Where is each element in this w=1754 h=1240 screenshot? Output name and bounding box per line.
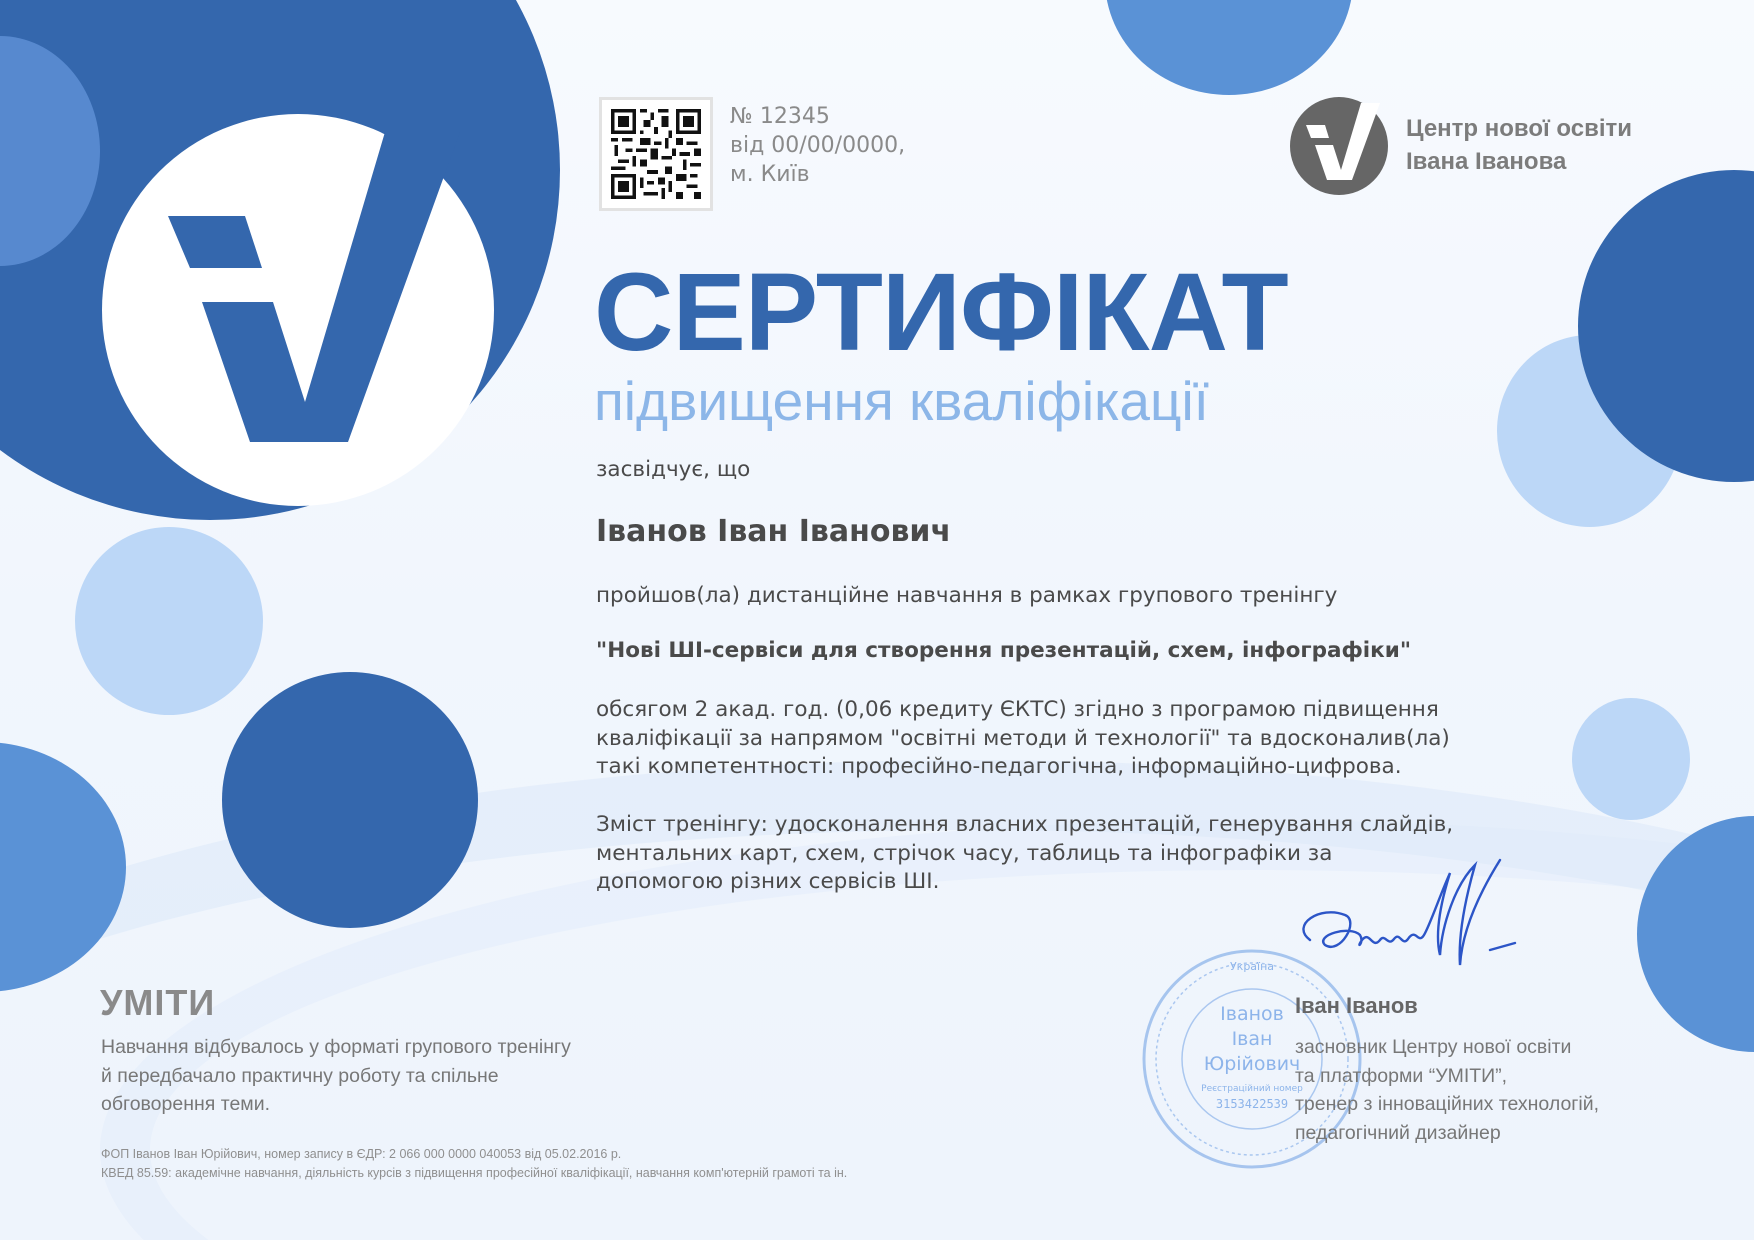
signer-role: [1295, 1033, 1599, 1147]
stamp-line: Іванов: [1220, 1003, 1284, 1025]
certificate-date: від 00/00/0000,: [730, 133, 906, 158]
certifies-text: засвідчує, що: [596, 457, 751, 482]
org-name-line1: Центр нової освіти: [1406, 115, 1633, 142]
org-logo-icon: [1290, 97, 1388, 195]
signer-role-line: засновник Центру нової освіти: [1295, 1036, 1572, 1058]
legal-info: [101, 1145, 847, 1183]
content-line: Зміст тренінгу: удосконалення власних презентацій, генерування слайдів,: [596, 812, 1454, 837]
signer-role-line: та платформи “УМІТИ”,: [1295, 1064, 1508, 1087]
qr-code-icon: [611, 109, 701, 199]
completed-text: пройшов(ла) дистанційне навчання в рамках групового тренінгу: [596, 583, 1338, 608]
stamp-top-text: Україна: [1229, 960, 1275, 973]
org-name: [1406, 112, 1632, 178]
handwritten-signature: [1290, 855, 1530, 995]
decor-circle-mid: [0, 742, 126, 992]
signer-name: Іван Іванов: [1295, 993, 1418, 1018]
stamp-line: Іван: [1231, 1028, 1273, 1050]
content-line: допомогою різних сервісів ШІ.: [596, 869, 940, 894]
certificate-subtitle: підвищення кваліфікації: [594, 370, 1209, 432]
volume-paragraph: [596, 696, 1450, 782]
platform-description-line: Навчання відбувалось у форматі групового тренінгу: [101, 1036, 571, 1058]
decor-circle-mid-right: [1637, 816, 1754, 1052]
content-line: ментальних карт, схем, стрічок часу, таблиць та інфографіки за: [596, 840, 1333, 866]
stamp-reg-label: Реєстраційний номер: [1201, 1084, 1303, 1094]
qr-code: [599, 97, 713, 211]
volume-line: кваліфікації за напрямом "освітні методи й технології" та вдосконалив(ла): [596, 725, 1450, 751]
platform-description-line: й передбачало практичну роботу та спільне: [101, 1064, 499, 1087]
platform-description: [101, 1033, 571, 1119]
v-logo-emblem: [100, 112, 496, 508]
certificate-meta: [730, 102, 905, 189]
platform-description-line: обговорення теми.: [101, 1093, 271, 1115]
signer-role-line: тренер з інноваційних технологій,: [1295, 1093, 1600, 1115]
volume-line: обсягом 2 акад. год. (0,06 кредиту ЄКТС) згідно з програмою підвищення: [596, 697, 1439, 722]
decor-circle-pale: [75, 527, 263, 715]
decor-circle-dark: [222, 672, 478, 928]
org-name-line2: Івана Іванова: [1406, 148, 1567, 175]
stamp-code: 3153422539: [1215, 1097, 1289, 1111]
decor-circle-top: [1105, 0, 1353, 95]
certificate-city: м. Київ: [730, 162, 810, 187]
recipient-name: Іванов Іван Іванович: [596, 514, 952, 549]
legal-line: ФОП Іванов Іван Юрійович, номер запису в ЄДР: 2 066 000 0000 040053 від 05.02.2016 р.: [101, 1147, 622, 1161]
certificate-number: № 12345: [730, 104, 830, 129]
stamp-line: Юрійович: [1203, 1053, 1301, 1075]
volume-line: такі компетентності: професійно-педагогічна, інформаційно-цифрова.: [596, 754, 1402, 779]
decor-circle-small-right: [1572, 698, 1690, 820]
course-title: "Нові ШІ-сервіси для створення презентацій, схем, інфографіки": [596, 638, 1412, 663]
platform-logo: УМІТИ: [100, 982, 216, 1023]
legal-line: КВЕД 85.59: академічне навчання, діяльність курсів з підвищення професійної кваліфікації, навчання комп'ютерній грамоті та ін.: [101, 1166, 848, 1180]
certificate-title: СЕРТИФІКАТ: [594, 251, 1288, 374]
signer-role-line: педагогічний дизайнер: [1295, 1121, 1501, 1144]
